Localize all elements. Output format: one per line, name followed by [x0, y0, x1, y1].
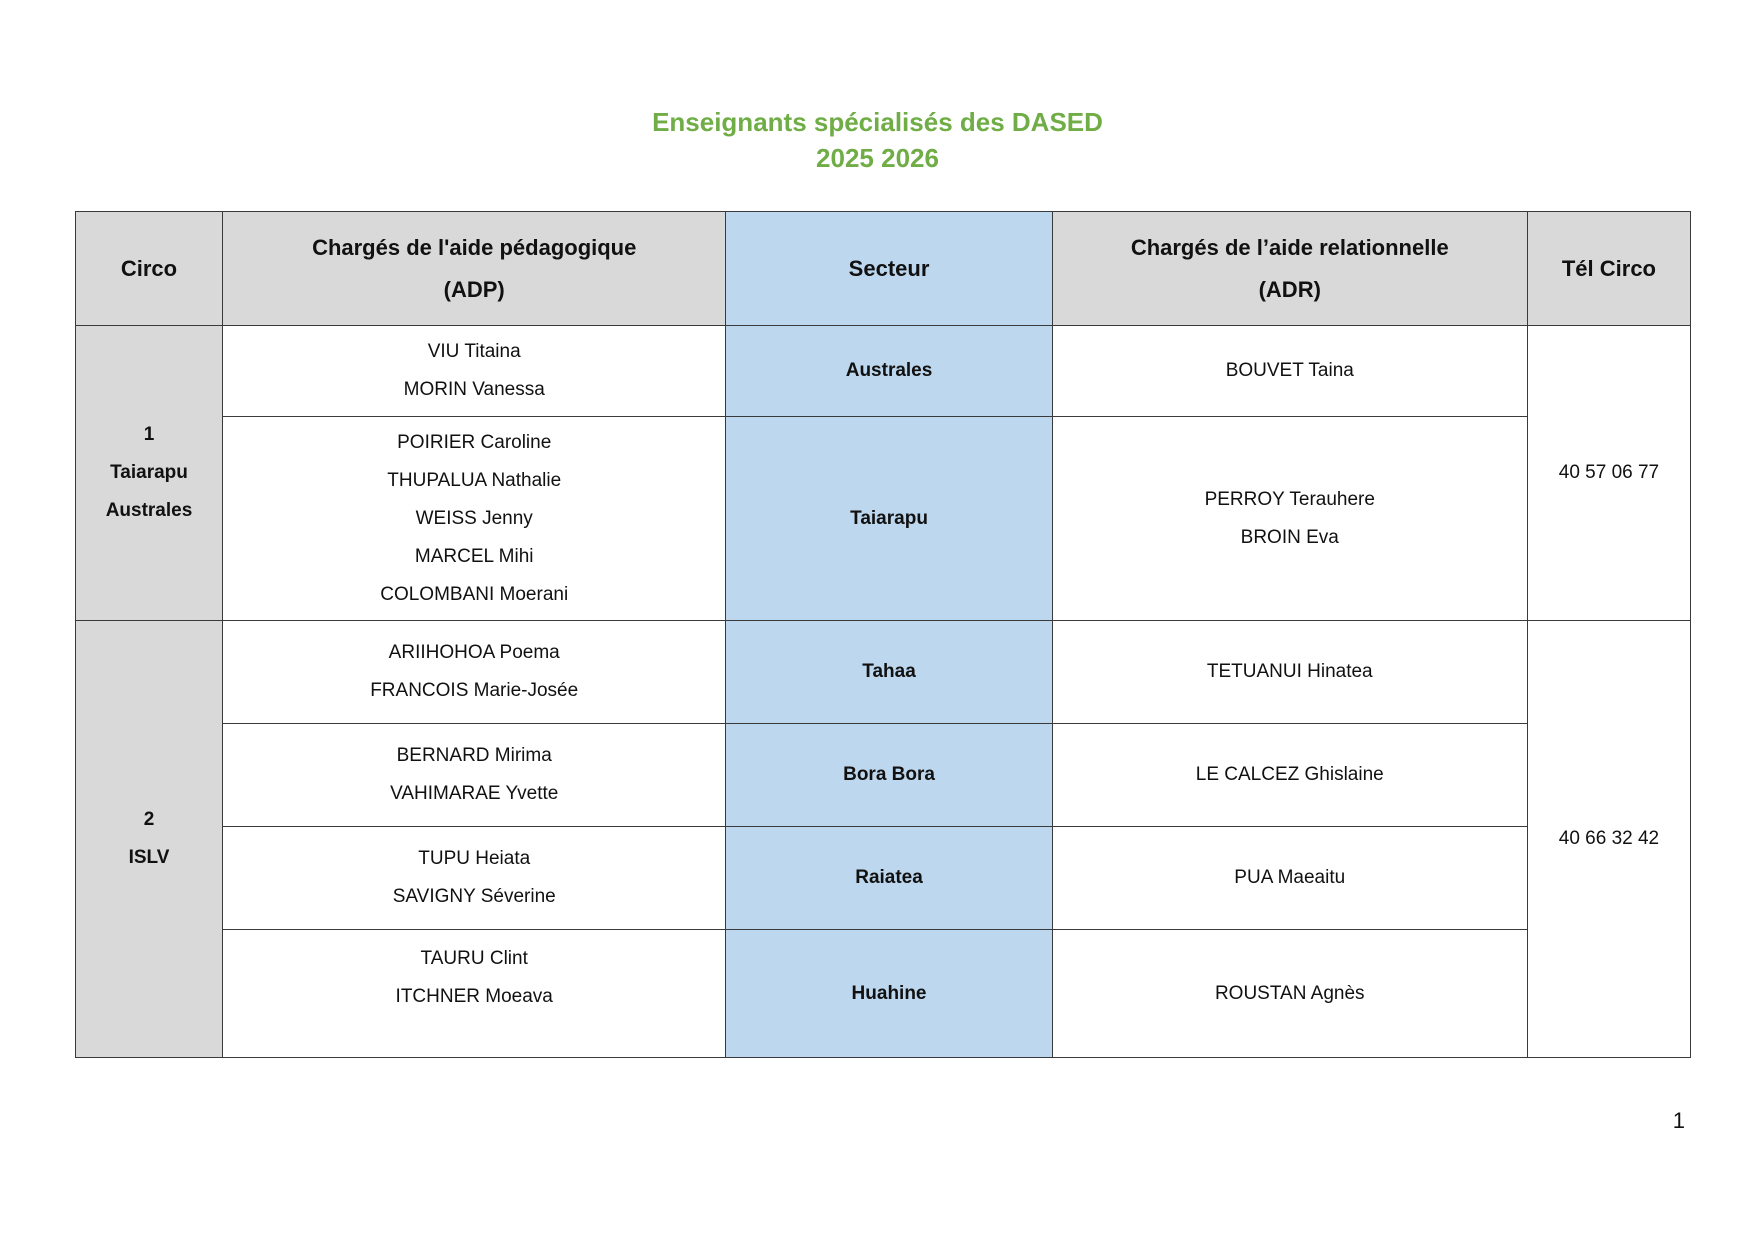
adp-name: WEISS Jenny: [415, 507, 533, 529]
adp-name: ITCHNER Moeava: [395, 986, 553, 1007]
secteur-cell: Bora Bora: [726, 724, 1052, 827]
adp-name: MARCEL Mihi: [414, 545, 534, 567]
table-row: [76, 827, 1691, 930]
adr-name: LE CALCEZ Ghislaine: [1195, 764, 1384, 785]
adr-name: ROUSTAN Agnès: [1214, 982, 1365, 1004]
secteur-cell: Raiatea: [726, 827, 1052, 930]
adr-cell: [1052, 326, 1527, 417]
adr-name: TETUANUI Hinatea: [1206, 661, 1373, 682]
tel-cell: 40 57 06 77: [1527, 326, 1690, 621]
adr-name: PUA Maeaitu: [1234, 867, 1346, 888]
circo-name: ISLV: [128, 847, 170, 868]
adr-name: PERROY Terauhere: [1204, 488, 1375, 510]
adp-name: TAURU Clint: [420, 948, 528, 969]
table-row: [76, 621, 1691, 724]
adr-cell: [1052, 417, 1527, 621]
adp-cell: [223, 930, 726, 1058]
dased-table: [75, 211, 1691, 1058]
adp-cell: [223, 827, 726, 930]
title-line-2: 2025 2026: [816, 143, 939, 173]
circo-name: Taiarapu: [110, 462, 188, 483]
circo-number: 1: [143, 424, 155, 445]
secteur-cell: Huahine: [726, 930, 1052, 1058]
header-adp-line1: Chargés de l'aide pédagogique: [312, 234, 637, 260]
table-row: [76, 930, 1691, 1058]
adp-cell: [223, 621, 726, 724]
tel-cell: 40 66 32 42: [1527, 621, 1690, 1058]
table-row: [76, 326, 1691, 417]
adp-cell: [223, 724, 726, 827]
adp-name: SAVIGNY Séverine: [392, 886, 556, 907]
adp-name: COLOMBANI Moerani: [380, 583, 569, 605]
adp-cell: [223, 326, 726, 417]
adr-name: BOUVET Taina: [1225, 360, 1354, 381]
secteur-cell: Tahaa: [726, 621, 1052, 724]
adr-cell: [1052, 621, 1527, 724]
header-adr-line2: (ADR): [1258, 276, 1321, 302]
adp-name: BERNARD Mirima: [396, 745, 552, 766]
adr-name: BROIN Eva: [1240, 526, 1339, 548]
adp-name: VAHIMARAE Yvette: [390, 783, 559, 804]
adp-name: FRANCOIS Marie-Josée: [370, 680, 579, 701]
adp-name: THUPALUA Nathalie: [387, 469, 562, 491]
document-title: [0, 104, 1755, 176]
adp-name: ARIIHOHOA Poema: [388, 642, 560, 663]
circo-cell-1: [76, 326, 223, 621]
page-number: 1: [1672, 1108, 1685, 1133]
header-adp: [223, 212, 726, 326]
adr-cell: [1052, 930, 1527, 1058]
table-row: [76, 417, 1691, 621]
header-adp-line2: (ADP): [443, 276, 505, 302]
circo-cell-2: [76, 621, 223, 1058]
header-circo: Circo: [76, 212, 223, 326]
table-row: [76, 724, 1691, 827]
adp-name: TUPU Heiata: [418, 848, 531, 869]
adp-name: MORIN Vanessa: [403, 379, 545, 400]
header-tel: Tél Circo: [1527, 212, 1690, 326]
header-adr: [1052, 212, 1527, 326]
header-secteur: Secteur: [726, 212, 1052, 326]
secteur-cell: Australes: [726, 326, 1052, 417]
circo-number: 2: [143, 809, 155, 830]
adr-cell: [1052, 724, 1527, 827]
header-row: [76, 212, 1691, 326]
title-line-1: Enseignants spécialisés des DASED: [652, 107, 1103, 137]
adr-cell: [1052, 827, 1527, 930]
header-adr-line1: Chargés de l’aide relationnelle: [1130, 234, 1449, 260]
adp-name: VIU Titaina: [427, 341, 521, 362]
adp-name: POIRIER Caroline: [397, 431, 552, 453]
secteur-cell: Taiarapu: [726, 417, 1052, 621]
adp-cell: [223, 417, 726, 621]
circo-name: Australes: [105, 500, 193, 521]
